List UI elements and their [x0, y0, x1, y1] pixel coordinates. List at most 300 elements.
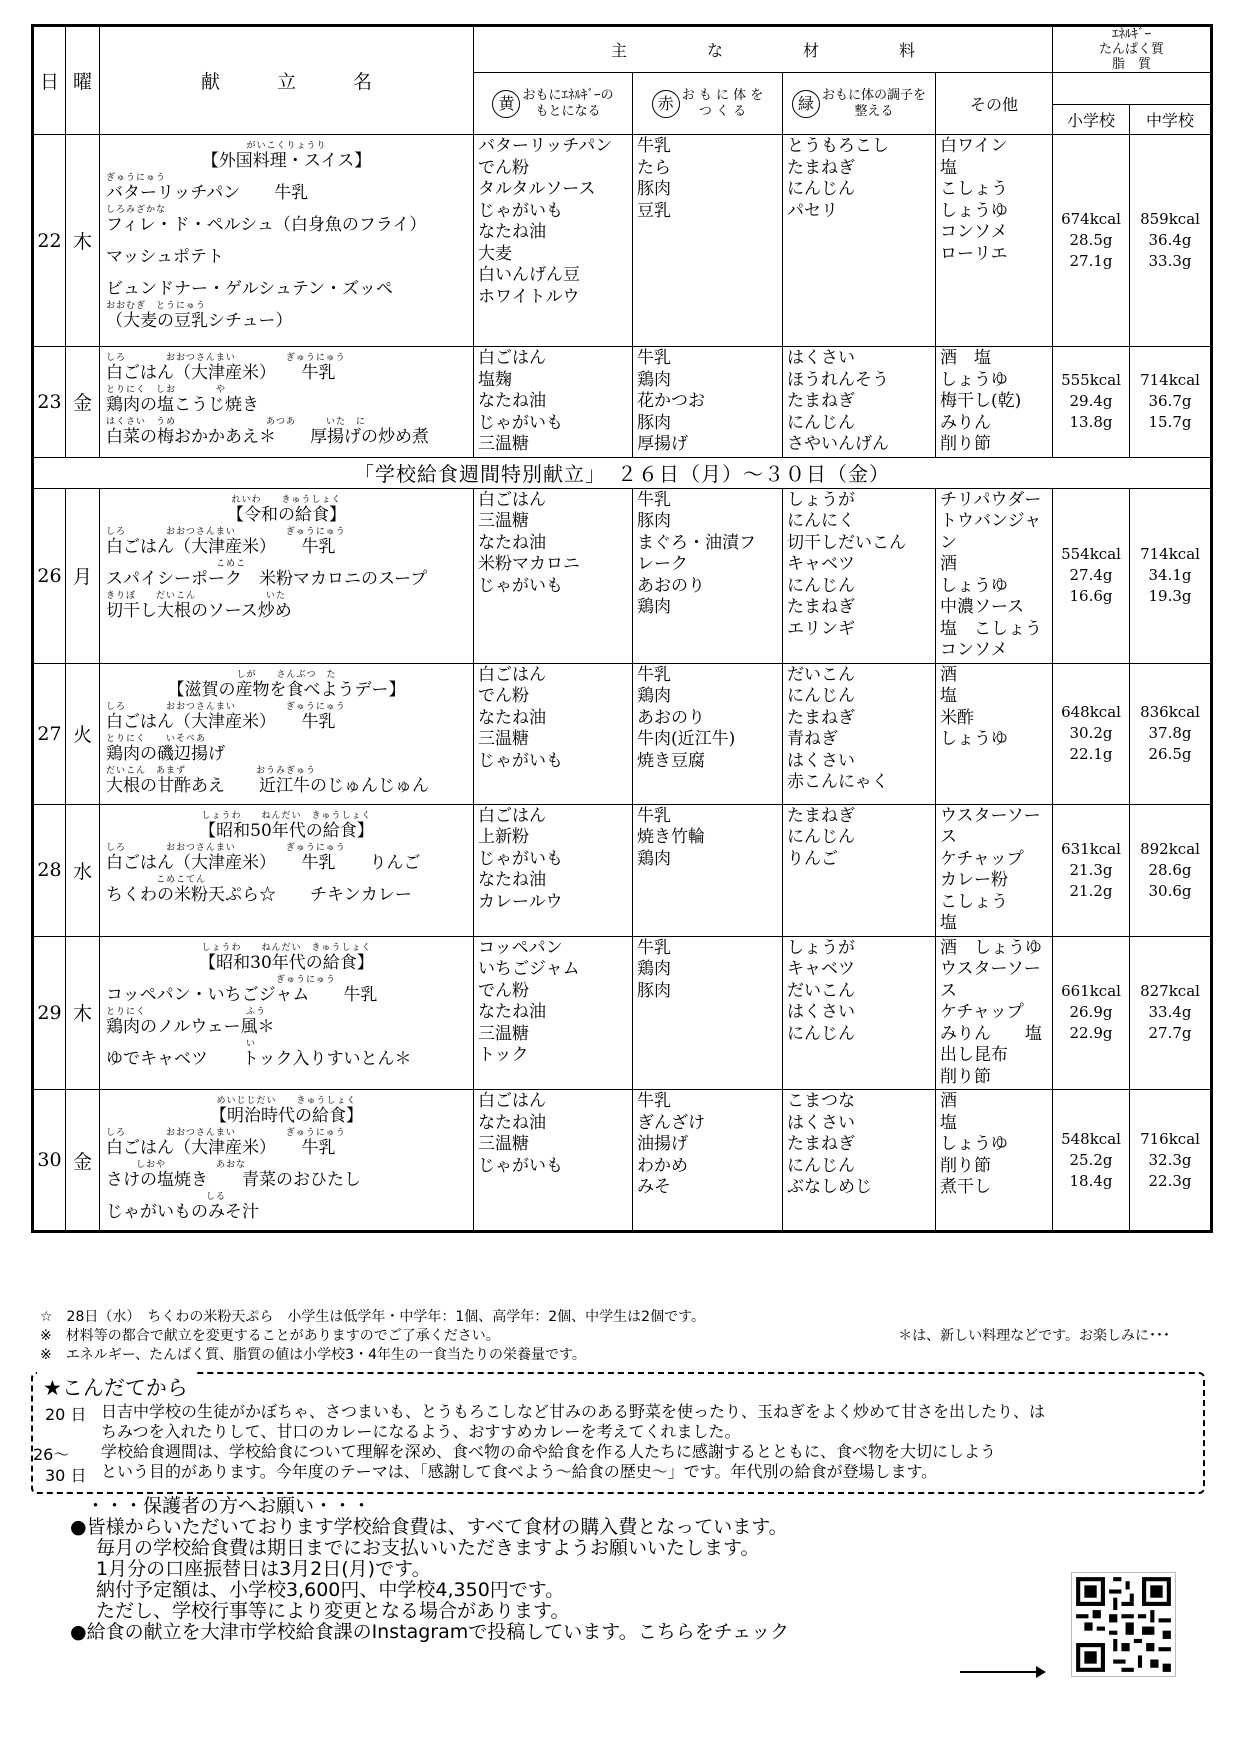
ingredient: でん粉: [478, 980, 529, 1001]
ingredient: チリパウダー: [940, 489, 1042, 510]
ingredient: じゃがいも: [478, 200, 563, 221]
ingredient: にんじん: [787, 179, 855, 199]
furigana: しょうわ ねんだい きゅうしょく: [201, 942, 372, 953]
ingredient: しょうゆ: [940, 729, 1008, 749]
furigana: しろ おおつさんまい ぎゅうにゅう: [106, 1128, 346, 1138]
dish-item: [106, 1160, 467, 1190]
dish-name: 鶏肉の磯辺揚げ: [106, 743, 225, 764]
ingredient: パセリ: [787, 200, 838, 221]
ingredient: 赤こんにゃく: [787, 772, 889, 792]
green-ingredients: [783, 804, 936, 936]
green-circle-icon: 緑: [792, 90, 820, 118]
dish-name: 白ごはん（大津産米） 牛乳 りんご: [106, 852, 421, 873]
dish-list: [100, 347, 474, 458]
ingredient: 白ワイン: [940, 136, 1008, 156]
dish-item: [106, 734, 467, 764]
ingredient: しょうゆ: [940, 1134, 1008, 1154]
ingredient: 豚肉: [637, 412, 671, 433]
ingredient: みりん: [940, 412, 991, 433]
protein-value: 28.6g: [1148, 860, 1192, 879]
ingredient: ン: [940, 532, 957, 553]
energy-value: 648kcal: [1061, 703, 1121, 721]
protein-value: 33.4g: [1148, 1003, 1192, 1022]
theme-title: [106, 811, 467, 841]
ingredient: 花かつお: [637, 391, 705, 411]
yellow-ingredients: [474, 804, 633, 936]
other-ingredients: [936, 804, 1053, 936]
dish-list: [100, 1090, 474, 1232]
ingredient: カレー粉: [940, 870, 1008, 890]
ingredient: しょうゆ: [940, 575, 1008, 596]
furigana: だいこん あまず おうみぎゅう: [106, 765, 317, 776]
ingredient: じゃがいも: [478, 848, 563, 869]
red-ingredients: [633, 135, 783, 347]
ingredient: たまねぎ: [787, 391, 855, 411]
dish-name: 鶏肉のノルウェー風＊: [106, 1016, 275, 1037]
ingredient: だいこん: [787, 980, 855, 1001]
other-ingredients: [936, 1090, 1053, 1232]
yellow-ingredients: [474, 663, 633, 804]
ingredient: バターリッチパン: [478, 136, 613, 156]
red-ingredients: [633, 347, 783, 458]
kondate-text-1a: 日吉中学校の生徒がかぼちゃ、さつまいも、とうもろこしなど甘みのある野菜を使ったり、玉ねぎをよく炒めて甘さを出したり、は: [101, 1402, 1046, 1421]
header-other: その他: [936, 73, 1053, 135]
ingredient: たまねぎ: [787, 707, 855, 728]
protein-value: 30.2g: [1069, 724, 1113, 742]
fat-value: 18.4g: [1069, 1171, 1113, 1190]
fat-value: 22.9g: [1069, 1024, 1113, 1043]
qr-code[interactable]: [1071, 1572, 1176, 1677]
day-row: [33, 663, 1212, 804]
junior-high-nutrition: [1130, 804, 1212, 936]
ingredient: ぶなしめじ: [787, 1177, 872, 1197]
furigana: しろ おおつさんまい ぎゅうにゅう: [106, 526, 346, 537]
ingredient: みりん 塩: [940, 1023, 1042, 1044]
header-junior-high: 中学校: [1130, 105, 1212, 135]
ingredient: こしょう: [940, 891, 1008, 912]
theme-title: [106, 943, 467, 973]
red-label: お も に 体 を つ く る: [681, 87, 764, 119]
green-ingredients: [783, 347, 936, 458]
junior-high-nutrition: [1130, 1090, 1212, 1232]
ingredient: じゃがいも: [478, 750, 563, 771]
fat-value: 27.7g: [1148, 1024, 1192, 1043]
ingredient: 牛乳: [637, 1091, 671, 1111]
green-ingredients: [783, 135, 936, 347]
dish-item: [106, 591, 467, 621]
weekday: 金: [66, 347, 100, 458]
header-main-ingredients: 主 な 材 料: [474, 26, 1053, 73]
ingredient: 牛肉(近江牛): [637, 729, 736, 749]
ingredient: 白ごはん: [478, 664, 546, 685]
ingredient: ホワイトルウ: [478, 286, 580, 307]
ingredient: なたね油: [478, 707, 546, 728]
ingredient: たまねぎ: [787, 1134, 855, 1154]
ingredient: 酒: [940, 664, 957, 685]
ingredient: だいこん: [787, 664, 855, 685]
ingredient: タルタルソース: [478, 179, 596, 199]
energy-value: 714kcal: [1140, 545, 1200, 563]
note-2-text: ※ 材料等の都合で献立を変更することがありますのでご了承ください。: [40, 1328, 500, 1344]
ingredient: なたね油: [478, 1002, 546, 1022]
furigana: しろ おおつさんまい ぎゅうにゅう: [106, 842, 346, 853]
ingredient: 塩 こしょう: [940, 618, 1042, 639]
dish-list: [100, 663, 474, 804]
junior-high-nutrition: [1130, 347, 1212, 458]
energy-value: 661kcal: [1061, 982, 1121, 1001]
ingredient: にんじん: [787, 827, 855, 847]
ingredient: ケチャップ: [940, 848, 1024, 869]
ingredient: ス: [940, 980, 957, 1001]
ingredient: 削り節: [940, 1066, 991, 1087]
dish-name: 大根の甘酢あえ 近江牛のじゅんじゅん: [106, 775, 429, 796]
dish-item: [106, 1007, 467, 1037]
request-heading: ・・・保護者の方へお願い・・・: [86, 1495, 372, 1517]
menu-table: [31, 24, 1213, 1233]
ingredient: レーク: [637, 554, 688, 574]
elementary-nutrition: [1053, 936, 1130, 1090]
dish-item: [106, 559, 467, 589]
ingredient: コンソメ: [940, 222, 1008, 242]
energy-value: 716kcal: [1140, 1129, 1200, 1148]
theme-title: [106, 495, 467, 525]
dish-name: 白菜の梅おかかあえ＊ 厚揚げの炒め煮: [106, 427, 429, 447]
ingredient: にんじん: [787, 412, 855, 433]
dish-list: [100, 135, 474, 347]
ingredient: ほうれんそう: [787, 369, 889, 390]
furigana: とりにく しお や: [106, 385, 227, 395]
furigana: い: [106, 1038, 257, 1049]
fat-value: 19.3g: [1148, 587, 1192, 605]
furigana: [106, 237, 467, 247]
ingredient: 出し昆布: [940, 1045, 1008, 1065]
weekday: 木: [66, 936, 100, 1090]
ingredient: わかめ: [637, 1155, 688, 1176]
furigana: ぎゅうにゅう: [106, 173, 166, 183]
furigana: はくさい うめ あつあ いた に: [106, 417, 367, 427]
day-row: [33, 804, 1212, 936]
energy-value: 548kcal: [1061, 1129, 1121, 1148]
green-label: おもに体の調子を 整える: [821, 87, 926, 119]
protein-value: 36.4g: [1148, 231, 1192, 249]
ingredient: 牛乳: [637, 489, 671, 510]
energy-value: 859kcal: [1140, 210, 1200, 228]
ingredient: 豚肉: [637, 511, 671, 531]
dish-item: [106, 875, 467, 905]
dish-name: （大麦の豆乳シチュー）: [106, 311, 293, 331]
day-row: [33, 936, 1212, 1090]
furigana: がいこくりょうり: [246, 141, 327, 151]
header-weekday: 曜: [66, 26, 100, 135]
elementary-nutrition: [1053, 488, 1130, 663]
ingredient: たら: [637, 157, 671, 178]
ingredient: 牛乳: [637, 805, 671, 826]
dish-name: 【昭和50年代の給食】: [199, 820, 374, 841]
note-2: [40, 1327, 1210, 1346]
ingredient: 豚肉: [637, 179, 671, 199]
energy-value: 674kcal: [1061, 210, 1121, 228]
day-number: 30: [33, 1090, 66, 1232]
furigana: [106, 269, 467, 279]
ingredient: しょうゆ: [940, 200, 1008, 221]
ingredient: 酒: [940, 1091, 957, 1111]
dish-item: [106, 766, 467, 796]
dish-name: スパイシーポーク 米粉マカロニのスープ: [106, 568, 428, 589]
header-nutrition: ｴﾈﾙｷﾞｰ たんぱく質 脂 質: [1053, 26, 1212, 73]
red-ingredients: [633, 663, 783, 804]
protein-value: 32.3g: [1148, 1150, 1192, 1169]
ingredient: キャベツ: [787, 554, 855, 574]
day-number: 22: [33, 135, 66, 347]
ingredient: たまねぎ: [787, 597, 855, 617]
ingredient: ス: [940, 827, 957, 847]
kondate-text-2a: 学校給食週間は、学校給食について理解を深め、食べ物の命や給食を作る人たちに感謝するとともに、食べ物を大切にしよう: [101, 1442, 997, 1461]
ingredient: あおのり: [637, 575, 705, 596]
ingredient: とうもろこし: [787, 136, 889, 156]
request-line-2: 毎月の学校給食費は期日までにお支払いいただきますようお願いいたします。: [96, 1537, 760, 1559]
request-line-1: ●皆様からいただいております学校給食費は、すべて食材の購入費となっています。: [70, 1516, 788, 1538]
furigana: めいじじだい きゅうしょく: [216, 1096, 357, 1106]
ingredient: 牛乳: [637, 664, 671, 685]
day-row: [33, 1090, 1212, 1232]
kondate-label-26: 26～: [33, 1445, 70, 1464]
furigana: しろ おおつさんまい ぎゅうにゅう: [106, 353, 346, 363]
dish-item: [106, 527, 467, 557]
dish-name: マッシュポテト: [106, 247, 224, 267]
green-ingredients: [783, 1090, 936, 1232]
fat-value: 16.6g: [1069, 587, 1113, 605]
protein-value: 36.7g: [1148, 392, 1192, 411]
note-3: ※ エネルギー、たんぱく質、脂質の値は小学校3・4年生の一食当たりの栄養量です。: [40, 1347, 586, 1363]
dish-name: 白ごはん（大津産米） 牛乳: [106, 363, 336, 383]
kondate-text-1b: ちみつを入れたりして、甘口のカレーになるよう、おすすめカレーを考えてくれました。: [101, 1422, 741, 1441]
energy-value: 836kcal: [1140, 703, 1200, 721]
ingredient: 白ごはん: [478, 805, 546, 826]
ingredient: あおのり: [637, 707, 705, 728]
energy-value: 631kcal: [1061, 839, 1121, 858]
special-week-row: [33, 457, 1212, 488]
ingredient: 切干しだいこん: [787, 532, 906, 553]
ingredient: 酒: [940, 554, 957, 574]
weekday: 水: [66, 804, 100, 936]
request-line-5: ただし、学校行事等により変更となる場合があります。: [96, 1600, 570, 1622]
ingredient: 三温糖: [478, 729, 529, 749]
fat-value: 22.1g: [1069, 745, 1113, 763]
ingredient: 白ごはん: [478, 348, 546, 368]
dish-name: フィレ・ド・ペルシュ（白身魚のフライ）: [106, 215, 427, 235]
ingredient: いちごジャム: [478, 959, 580, 979]
ingredient: 鶏肉: [637, 848, 671, 869]
furigana: とりにく いそべあ: [106, 733, 207, 744]
ingredient: 塩麹: [478, 369, 512, 390]
ingredient: こしょう: [940, 179, 1008, 199]
ingredient: 鶏肉: [637, 959, 671, 979]
dish-name: 白ごはん（大津産米） 牛乳: [106, 536, 336, 557]
ingredient: はくさい: [787, 1112, 855, 1133]
ingredient: カレールウ: [478, 891, 563, 912]
kondate-label-20: 20 日: [45, 1405, 87, 1424]
ingredient: 鶏肉: [637, 597, 671, 617]
dish-name: ちくわの米粉天ぷら☆ チキンカレー: [106, 884, 412, 905]
ingredient: なたね油: [478, 222, 546, 242]
kondate-label-30: 30 日: [45, 1466, 87, 1485]
ingredient: トウバンジャ: [940, 511, 1042, 531]
ingredient: にんにく: [787, 511, 855, 531]
ingredient: 三温糖: [478, 511, 529, 531]
ingredient: 三温糖: [478, 1134, 529, 1154]
junior-high-nutrition: [1130, 936, 1212, 1090]
dish-list: [100, 488, 474, 663]
ingredient: 削り節: [940, 1155, 991, 1176]
dish-name: ビュンドナー・ゲルシュテン・ズッペ: [106, 279, 393, 299]
dish-item: [106, 1039, 467, 1069]
ingredient: キャベツ: [787, 959, 855, 979]
yellow-circle-icon: 黄: [492, 90, 520, 118]
ingredient: にんじん: [787, 686, 855, 706]
ingredient: じゃがいも: [478, 412, 563, 433]
theme-title: [106, 141, 467, 171]
dish-name: 【滋賀の産物を食べようデー】: [167, 679, 406, 700]
green-ingredients: [783, 488, 936, 663]
furigana: しょうわ ねんだい きゅうしょく: [201, 810, 372, 821]
ingredient: しょうが: [787, 937, 855, 958]
ingredient: 焼き豆腐: [637, 750, 705, 771]
ingredient: しょうゆ: [940, 369, 1008, 390]
other-ingredients: [936, 135, 1053, 347]
protein-value: 28.5g: [1069, 231, 1113, 249]
day-row: [33, 347, 1212, 458]
ingredient: なたね油: [478, 391, 546, 411]
dish-name: ゆでキャベツ トック入りすいとん＊: [106, 1048, 412, 1069]
dish-name: さけの塩焼き 青菜のおひたし: [106, 1170, 361, 1190]
ingredient: なたね油: [478, 1112, 546, 1133]
ingredient: ウスターソー: [940, 805, 1041, 826]
ingredient: 牛乳: [637, 136, 671, 156]
ingredient: 白いんげん豆: [478, 265, 580, 285]
qr-code-icon: [1072, 1573, 1175, 1676]
other-ingredients: [936, 936, 1053, 1090]
ingredient: みそ: [637, 1177, 671, 1197]
yellow-ingredients: [474, 936, 633, 1090]
dish-item: [106, 269, 467, 299]
furigana: れいわ きゅうしょく: [231, 494, 342, 505]
ingredient: ウスターソー: [940, 959, 1041, 979]
red-ingredients: [633, 804, 783, 936]
day-row: [33, 488, 1212, 663]
furigana: しる: [106, 1192, 227, 1202]
header-green: [783, 73, 936, 135]
protein-value: 34.1g: [1148, 566, 1192, 584]
other-ingredients: [936, 488, 1053, 663]
ingredient: 厚揚げ: [637, 434, 688, 454]
ingredient: エリンギ: [787, 618, 855, 639]
energy-value: 827kcal: [1140, 982, 1200, 1001]
protein-value: 25.2g: [1069, 1150, 1113, 1169]
kondate-box: [31, 1372, 1205, 1494]
request-line-4: 納付予定額は、小学校3,600円、中学校4,350円です。: [96, 1579, 565, 1601]
ingredient: 青ねぎ: [787, 729, 838, 749]
dish-item: [106, 301, 467, 331]
ingredient: 牛乳: [637, 348, 671, 368]
other-ingredients: [936, 663, 1053, 804]
junior-high-nutrition: [1130, 488, 1212, 663]
dish-name: 白ごはん（大津産米） 牛乳: [106, 1138, 336, 1158]
junior-high-nutrition: [1130, 663, 1212, 804]
dish-name: 【令和の給食】: [227, 504, 346, 525]
red-ingredients: [633, 936, 783, 1090]
note-2-right: ＊は、新しい料理などです。お楽しみに･･･: [898, 1328, 1170, 1344]
ingredient: ケチャップ: [940, 1002, 1024, 1022]
weekday: 月: [66, 488, 100, 663]
dish-list: [100, 804, 474, 936]
ingredient: なたね油: [478, 532, 546, 553]
dish-item: [106, 205, 467, 235]
red-ingredients: [633, 488, 783, 663]
dish-name: 鶏肉の塩こうじ焼き: [106, 395, 259, 415]
dish-list: [100, 936, 474, 1090]
dish-item: [106, 237, 467, 267]
ingredient: トック: [478, 1045, 529, 1065]
request-line-6: ●給食の献立を大津市学校給食課のInstagramで投稿しています。こちらをチェック: [70, 1621, 790, 1643]
ingredient: 塩: [940, 913, 957, 933]
request-line-3: 1月分の口座振替日は3月2日(月)です。: [96, 1558, 431, 1580]
ingredient: にんじん: [787, 1023, 855, 1044]
ingredient: 酒 塩: [940, 348, 991, 368]
notes: [40, 1308, 1210, 1365]
day-number: 27: [33, 663, 66, 804]
weekday: 金: [66, 1090, 100, 1232]
kondate-text-2b: という目的があります。今年度のテーマは、「感謝して食べよう～給食の歴史～」です。年代別の給食が登場します。: [101, 1462, 938, 1481]
ingredient: 白ごはん: [478, 1091, 546, 1111]
ingredient: にんじん: [787, 575, 855, 596]
ingredient: 白ごはん: [478, 489, 546, 510]
energy-value: 555kcal: [1061, 371, 1121, 390]
parent-request: [70, 1495, 790, 1643]
day-number: 28: [33, 804, 66, 936]
ingredient: 三温糖: [478, 1023, 529, 1044]
ingredient: 塩: [940, 157, 957, 178]
ingredient: 豚肉: [637, 980, 671, 1001]
ingredient: にんじん: [787, 1155, 855, 1176]
header-elementary: 小学校: [1053, 105, 1130, 135]
furigana: とりにく ふう: [106, 1006, 267, 1017]
fat-value: 13.8g: [1069, 413, 1113, 432]
elementary-nutrition: [1053, 347, 1130, 458]
header-day: 日: [33, 26, 66, 135]
furigana: こめこてん: [106, 874, 207, 885]
ingredient: 焼き竹輪: [637, 827, 705, 847]
ingredient: ローリエ: [940, 243, 1008, 264]
note-1: ☆ 28日（水） ちくわの米粉天ぷら 小学生は低学年・中学年：1個、高学年：2個、中学生は2個です。: [40, 1309, 705, 1325]
fat-value: 22.3g: [1148, 1171, 1192, 1190]
dish-item: [106, 1128, 467, 1158]
protein-value: 27.4g: [1069, 566, 1113, 584]
red-ingredients: [633, 1090, 783, 1232]
ingredient: なたね油: [478, 870, 546, 890]
ingredient: 鶏肉: [637, 686, 671, 706]
furigana: こめこ: [106, 558, 247, 569]
ingredient: はくさい: [787, 348, 855, 368]
ingredient: 油揚げ: [637, 1134, 688, 1154]
dish-item: [106, 975, 467, 1005]
ingredient: 塩: [940, 1112, 957, 1133]
ingredient: 豆乳: [637, 200, 671, 221]
dish-item: [106, 417, 467, 447]
theme-title: [106, 670, 467, 700]
ingredient: 塩: [940, 686, 957, 706]
energy-value: 892kcal: [1140, 839, 1200, 858]
kondate-heading: ★こんだてから: [37, 1372, 194, 1402]
